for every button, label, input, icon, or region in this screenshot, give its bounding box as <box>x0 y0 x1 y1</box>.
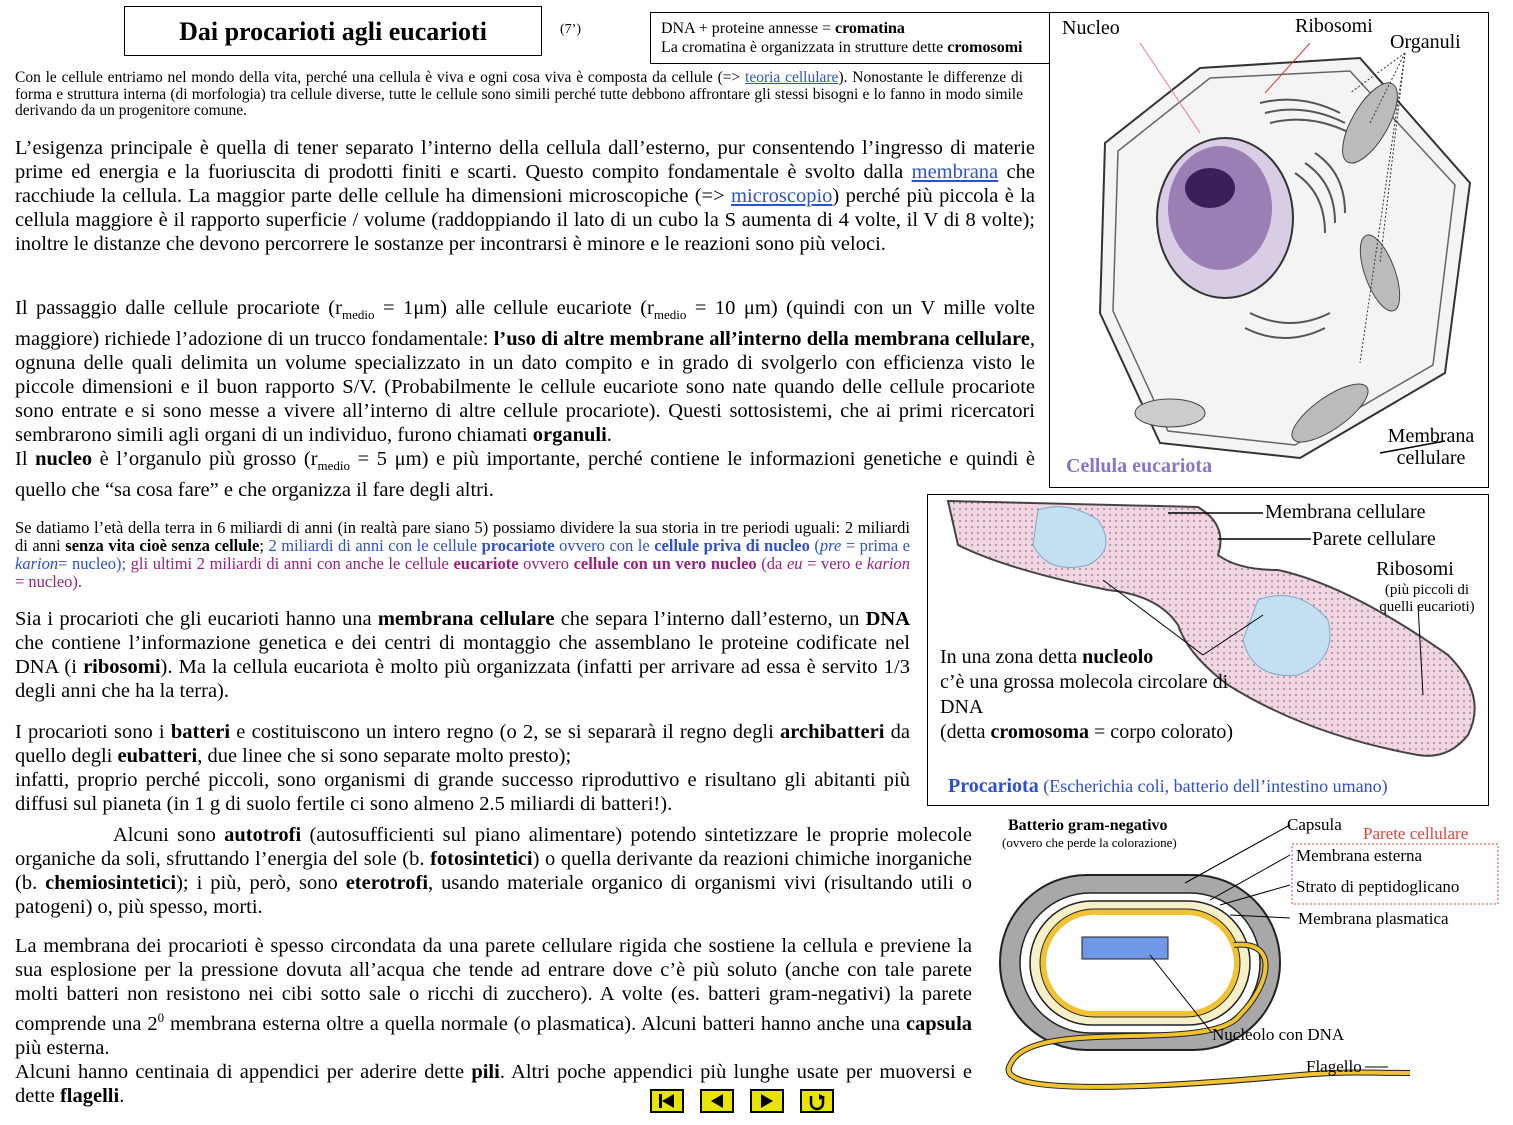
label-capsula: Capsula <box>1287 815 1342 834</box>
gram-subtitle: (ovvero che perde la colorazione) <box>1002 835 1177 850</box>
label-peptidoglicano: Strato di peptidoglicano <box>1296 877 1460 896</box>
chromatin-box <box>650 12 1050 64</box>
label-ribosomi-note: (più piccoli di quelli eucarioti) <box>1379 582 1475 615</box>
label-parete-cellulare-pro: Parete cellulare <box>1312 528 1436 550</box>
page-title: Dai procarioti agli eucarioti <box>124 6 542 56</box>
link-teoria-cellulare[interactable]: teoria cellulare <box>745 69 839 86</box>
bacteria-paragraph-b: Alcuni sono autotrofi (autosufficienti sul piano alimentare) potendo sintetizzare le proprie molecole organiche da soli, sfruttando l’energia del sole (b. fotosintetici) o quella derivante da reazioni chimiche inorganiche (b. chemiosintetici); i più, però, sono eterotrofi, usando materiale organico di organismi vivi (risultando utili o patogeni) o, più spesso, morti. <box>15 824 972 918</box>
chromatin-line-2: La cromatina è organizzata in strutture dette cromosomi <box>661 39 1023 56</box>
wall-paragraph: La membrana dei procarioti è spesso circondata da una parete cellulare rigida che sostiene la cellula e previene la sua esplosione per la pressione dovuta all’acqua che tende ad entrare dove c’è più soluto (anche con tale parete molti batteri non resistono nei cibi sotto sale o ricchi di zucchero). A volte (es. batteri gram-negativi) la parete comprende una $2^0$ membrana esterna oltre a quella normale (o plasmatica). Alcuni batteri hanno anche una capsula più esterna. Alcuni hanno centinaia di appendici per aderire dette pili. Altri poche appendici più lunghe usate per muoversi e dette flagelli. <box>15 935 973 1107</box>
passage-paragraph: Il passaggio dalle cellule procariote $(r_{medio} = 1\mu m)$ alle cellule eucariote ($r_{medio} = 10$ μm) (quindi con un V mille volte maggiore) richiede l’adozione di un trucco fondamentale: l’uso di altre membrane all’interno della membrana cellulare, ognuna delle quali delimita un volume specializzato in un dato compito e in grado di svolgerlo con efficienza visto le piccole dimensioni e il buon rapporto S/V. (Probabilmente le cellule eucariote sono nate quando delle cellule procariote sono entrate e si sono messe a vivere all’interno di altre cellule procariote). Questi sottosistemi, che ai primi ricercatori sembrarono simili agli organi di un individuo, furono chiamati organuli. Il nucleo è l’organulo più grosso ($r_{medio} = 5$ μm) e più importante, perché contiene le informazioni genetiche e quindi è quello che “sa cosa fare” e che organizza il fare degli altri. <box>15 297 1035 502</box>
label-organuli: Organuli <box>1390 31 1461 53</box>
membrane-paragraph: L’esigenza principale è quella di tener separato l’interno della cellula dall’esterno, pur consentendo l’ingresso di materie prime ed energia e la fuoriuscita di prodotti finiti e scarti. Questo compito fondamentale è svolto dalla membrana che racchiude la cellula. La maggior parte delle cellule ha dimensioni microscopiche (=> microscopio) perché più piccola è la cellula maggiore è il rapporto superficie / volume (raddoppiando il lato di un cubo la S aumenta di 4 volte, il V di 8 volte); inoltre le distanze che devono percorrere le sostanze per incontrarsi è minore e le reazioni sono più veloci. <box>15 137 1036 255</box>
history-paragraph: Se datiamo l’età della terra in 6 miliardi di anni (in realtà pare siano 5) possiamo dividere la sua storia in tre periodi uguali: 2 miliardi di anni senza vita cioè senza cellule; 2 miliardi di anni con le cellule procariote ovvero con le cellule priva di nucleo (pre = prima e karion= nucleo); gli ultimi 2 miliardi di anni con anche le cellule eucariote ovvero cellule con un vero nucleo (da eu = vero e karion = nucleo). <box>15 518 911 591</box>
label-membrana-esterna: Membrana esterna <box>1296 846 1423 865</box>
eukaryote-figure <box>1049 12 1489 488</box>
prokaryote-caption: Procariota (Escherichia coli, batterio dell’intestino umano) <box>948 775 1388 797</box>
label-nucleolo-dna: Nucleolo con DNA <box>1212 1025 1345 1044</box>
nucleolo-description: In una zona detta nucleolo c’è una grossa molecola circolare di DNA (detta cromosoma = corpo colorato) <box>940 646 1234 743</box>
label-ribosomi: Ribosomi <box>1295 15 1373 37</box>
label-ribosomi-pro: Ribosomi <box>1376 558 1454 580</box>
next-page-icon <box>752 1091 782 1111</box>
previous-page-icon <box>702 1091 732 1111</box>
label-membrana-cellulare-pro: Membrana cellulare <box>1265 501 1426 523</box>
label-membrana-plasmatica: Membrana plasmatica <box>1298 909 1449 928</box>
time-note: (7’) <box>560 22 581 37</box>
return-button[interactable] <box>800 1089 834 1113</box>
gram-negative-illustration <box>990 815 1505 1115</box>
link-microscopio[interactable]: microscopio <box>731 185 833 207</box>
prokaryote-figure <box>927 494 1489 806</box>
label-parete-cellulare-gram: Parete cellulare <box>1363 824 1469 843</box>
first-page-button[interactable] <box>650 1089 684 1113</box>
eukaryote-cell-illustration <box>1050 13 1490 489</box>
gram-title: Batterio gram-negativo <box>1008 817 1168 834</box>
label-nucleo: Nucleo <box>1062 17 1120 39</box>
next-page-button[interactable] <box>750 1089 784 1113</box>
previous-page-button[interactable] <box>700 1089 734 1113</box>
intro-paragraph: Con le cellule entriamo nel mondo della vita, perché una cellula è viva e ogni cosa viva è composta da cellule (=> teoria cellulare). Nonostante le differenze di forma e struttura interna (di morfologia) tra cellule diverse, tutte le cellule sono simili perché tutte debbono affrontare gli stessi bisogni e lo fanno in modo simile derivando da un progenitore comune. <box>15 69 1023 119</box>
chromatin-line-1: DNA + proteine annesse = cromatina <box>661 20 905 37</box>
label-membrana-cellulare: Membrana cellulare <box>1387 425 1475 469</box>
first-page-icon <box>652 1091 682 1111</box>
label-flagello: Flagello <box>1306 1057 1362 1076</box>
return-icon <box>802 1091 832 1111</box>
bacteria-paragraph-a: I procarioti sono i batteri e costituiscono un intero regno (o 2, se si separarà il regno degli archibatteri da quello degli eubatteri, due linee che si sono separate molto presto); infatti, proprio perché piccoli, sono organismi di grande successo riproduttivo e risultano gli abitanti più diffusi sul pianeta (in 1 g di suolo fertile ci sono almeno 2.5 miliardi di batteri!). <box>15 721 910 815</box>
both-paragraph: Sia i procarioti che gli eucarioti hanno una membrana cellulare che separa l’interno dall’esterno, un DNA che contiene l’informazione genetica e dei centri di montaggio che assemblano le proteine codificate nel DNA (i ribosomi). Ma la cellula eucariota è molto più organizzata (infatti per arrivare ad essa è servito 1/3 degli anni che ha la terra). <box>15 608 911 702</box>
link-membrana[interactable]: membrana <box>911 161 999 183</box>
gram-negative-figure <box>990 815 1505 1115</box>
eukaryote-caption: Cellula eucariota <box>1066 455 1213 477</box>
